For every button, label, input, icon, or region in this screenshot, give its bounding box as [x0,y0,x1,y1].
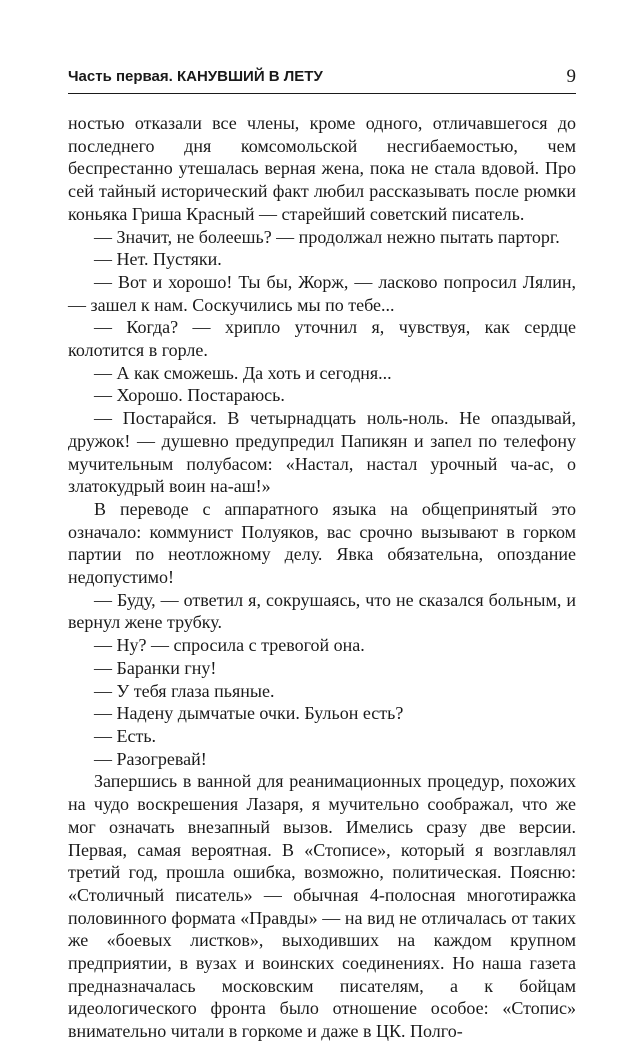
paragraph: — Хорошо. Постараюсь. [94,385,285,406]
paragraph: ностью отказали все члены, кроме одного, отличавшегося до последнего дня комсомольской несгибаемостью, чем беспрестанно утешалась верная жена, пока не стала вдовой. Про сей тайный исторический факт любил рассказывать после рюмки коньяка Гриша Красный — старейший советский писатель. [68,113,576,224]
paragraph: — Значит, не болеешь? — продолжал нежно пытать парторг. [94,226,560,247]
paragraph: — Постарайся. В четырнадцать ноль-ноль. Не опаздывай, дружок! — душевно предупредил Папикян и запел по телефону мучительным полубасом: «Настал, настал урочный ча-ас, о златокудрый воин на-аш!» [68,408,576,497]
paragraph: — Ну? — спросила с тревогой она. [94,635,365,656]
page-number: 9 [566,66,576,87]
paragraph: — Есть. [94,725,157,746]
paragraph: — Вот и хорошо! Ты бы, Жорж, — ласково попросил Лялин, — зашел к нам. Соскучились мы по тебе... [68,271,576,315]
paragraph: — У тебя глаза пьяные. [94,680,275,701]
running-head [68,68,576,86]
chapter-title: КАНУВШИЙ В ЛЕТУ [176,68,323,85]
part-label: Часть первая. [68,68,173,85]
paragraph: — Разогревай! [94,748,207,769]
paragraph: — Надену дымчатые очки. Бульон есть? [94,703,404,724]
paragraph: Запершись в ванной для реанимационных процедур, похожих на чудо воскрешения Лазаря, я мучительно соображал, что же мог означать внезапный вызов. Имелись сразу две версии. Первая, самая вероятная. В «Стописе», который я возглавлял третий год, прошла ошибка, возможно, политическая. Поясню: «Столичный писатель» — обычная 4-полосная многотиражка половинного формата «Правды» — на вид не отличалась от таких же «боевых листков», выходивших на каждом крупном предприятии, в вузах и воинских соединениях. Но наша газета предназначалась московским писателям, а к бойцам идеологического фронта было отношение особое: «Стопис» внимательно читали в горкоме и даже в ЦК. Полго- [68,771,576,1042]
paragraph: — Баранки гну! [94,657,217,678]
paragraph: — Нет. Пустяки. [94,249,222,270]
paragraph: — А как сможешь. Да хоть и сегодня... [94,362,392,383]
header-rule [68,93,576,94]
paragraph: — Буду, — ответил я, сокрушаясь, что не сказался больным, и вернул жене трубку. [68,589,576,633]
paragraph: — Когда? — хрипло уточнил я, чувствуя, как сердце колотится в горле. [68,317,576,361]
running-head-title [68,68,323,86]
body-text [68,112,576,1043]
paragraph: В переводе с аппаратного языка на общепринятый это означало: коммунист Полуяков, вас срочно вызывают в горком партии по неотложному делу. Явка обязательна, опоздание недопустимо! [68,498,576,588]
